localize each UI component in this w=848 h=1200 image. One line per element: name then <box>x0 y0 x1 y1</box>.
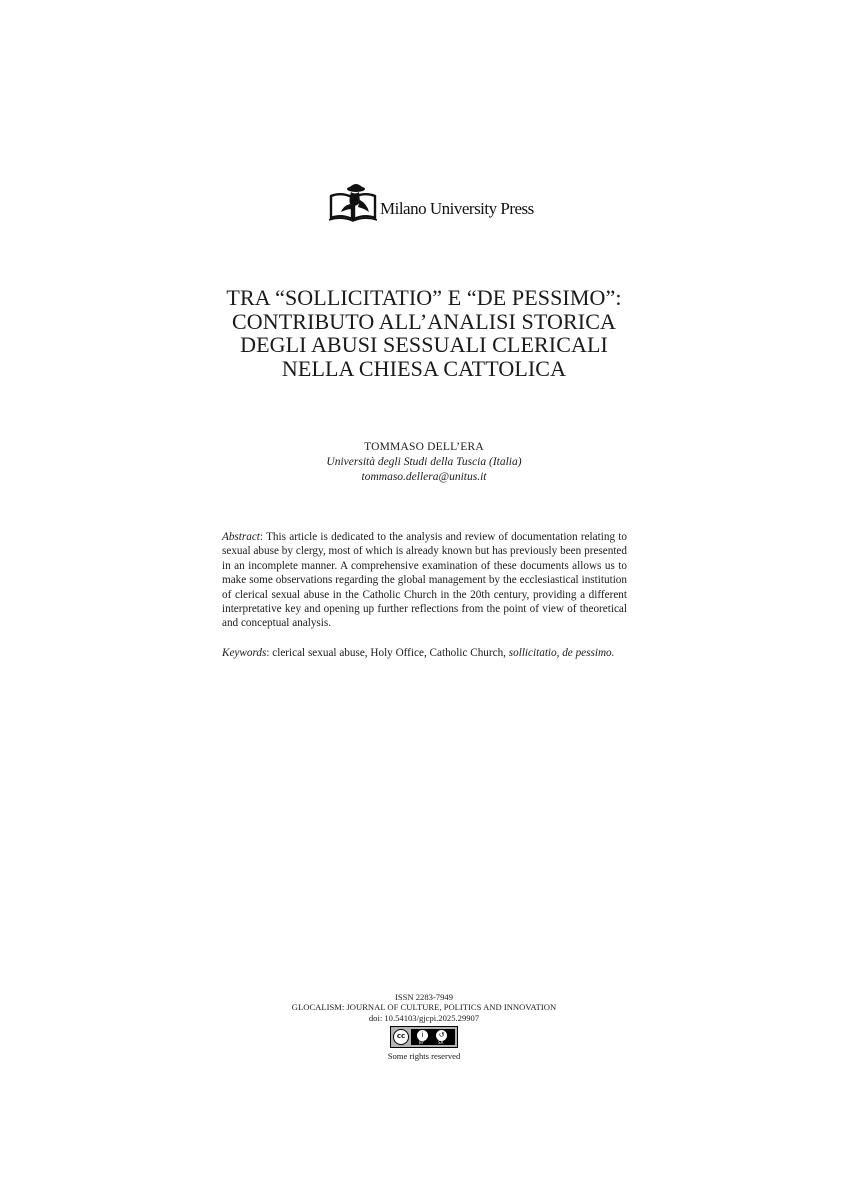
publisher-name: Milano University Press <box>380 199 534 218</box>
keywords-plain: : clerical sexual abuse, Holy Office, Catholic Church, <box>266 647 509 659</box>
title-line: NELLA CHIESA CATTOLICA <box>281 355 567 381</box>
author-email[interactable]: tommaso.dellera@unitus.it <box>361 471 487 483</box>
share-alike-icon: ↺ <box>436 1030 447 1041</box>
author-block <box>0 440 848 485</box>
keywords-italic: sollicitatio, de pessimo. <box>508 647 615 659</box>
title-line: CONTRIBUTO ALL’ANALISI STORICA <box>232 308 616 334</box>
publisher-logo <box>329 182 534 222</box>
doi[interactable]: doi: 10.54103/gjcpi.2025.29907 <box>368 1012 480 1023</box>
rights-notice: Some rights reserved <box>387 1051 461 1062</box>
keywords-label: Keywords <box>222 647 267 659</box>
attribution-icon: i <box>417 1030 428 1041</box>
cc-by-sa-icon[interactable] <box>390 1026 458 1048</box>
journal-footer <box>0 992 848 1061</box>
by-label: BY <box>419 1039 424 1045</box>
article-title <box>0 286 848 380</box>
abstract-text: : This article is dedicated to the analysis and review of documentation relating to sexual abuse by clergy, most of which is already known but has previously been presented in an incomplete manner. A comprehensive examination of these documents allows us to make some observations regarding the global management by the ecclesiastical institution of clerical sexual abuse in the Catholic Church in the 20th century, providing a different interpretative key and opening up further reflections from the point of view of theoretical and conceptual analysis. <box>222 531 627 630</box>
title-line: TRA “SOLLICITATIO” E “DE PESSIMO”: <box>226 285 622 310</box>
abstract-label: Abstract <box>222 531 260 543</box>
cc-icon: cc <box>393 1029 409 1045</box>
author-name: TOMMASO DELL’ERA <box>364 441 484 453</box>
abstract <box>222 530 627 631</box>
title-line: DEGLI ABUSI SESSUALI CLERICALI <box>240 332 608 357</box>
book-with-figure-logo-icon <box>329 182 377 222</box>
journal-name: GLOCALISM: JOURNAL OF CULTURE, POLITICS AND INNOVATION <box>291 1002 557 1013</box>
keywords <box>222 646 642 660</box>
issn: ISSN 2283-7949 <box>394 992 453 1002</box>
author-affiliation: Università degli Studi della Tuscia (Italia) <box>326 456 522 468</box>
sa-label: SA <box>438 1039 444 1045</box>
